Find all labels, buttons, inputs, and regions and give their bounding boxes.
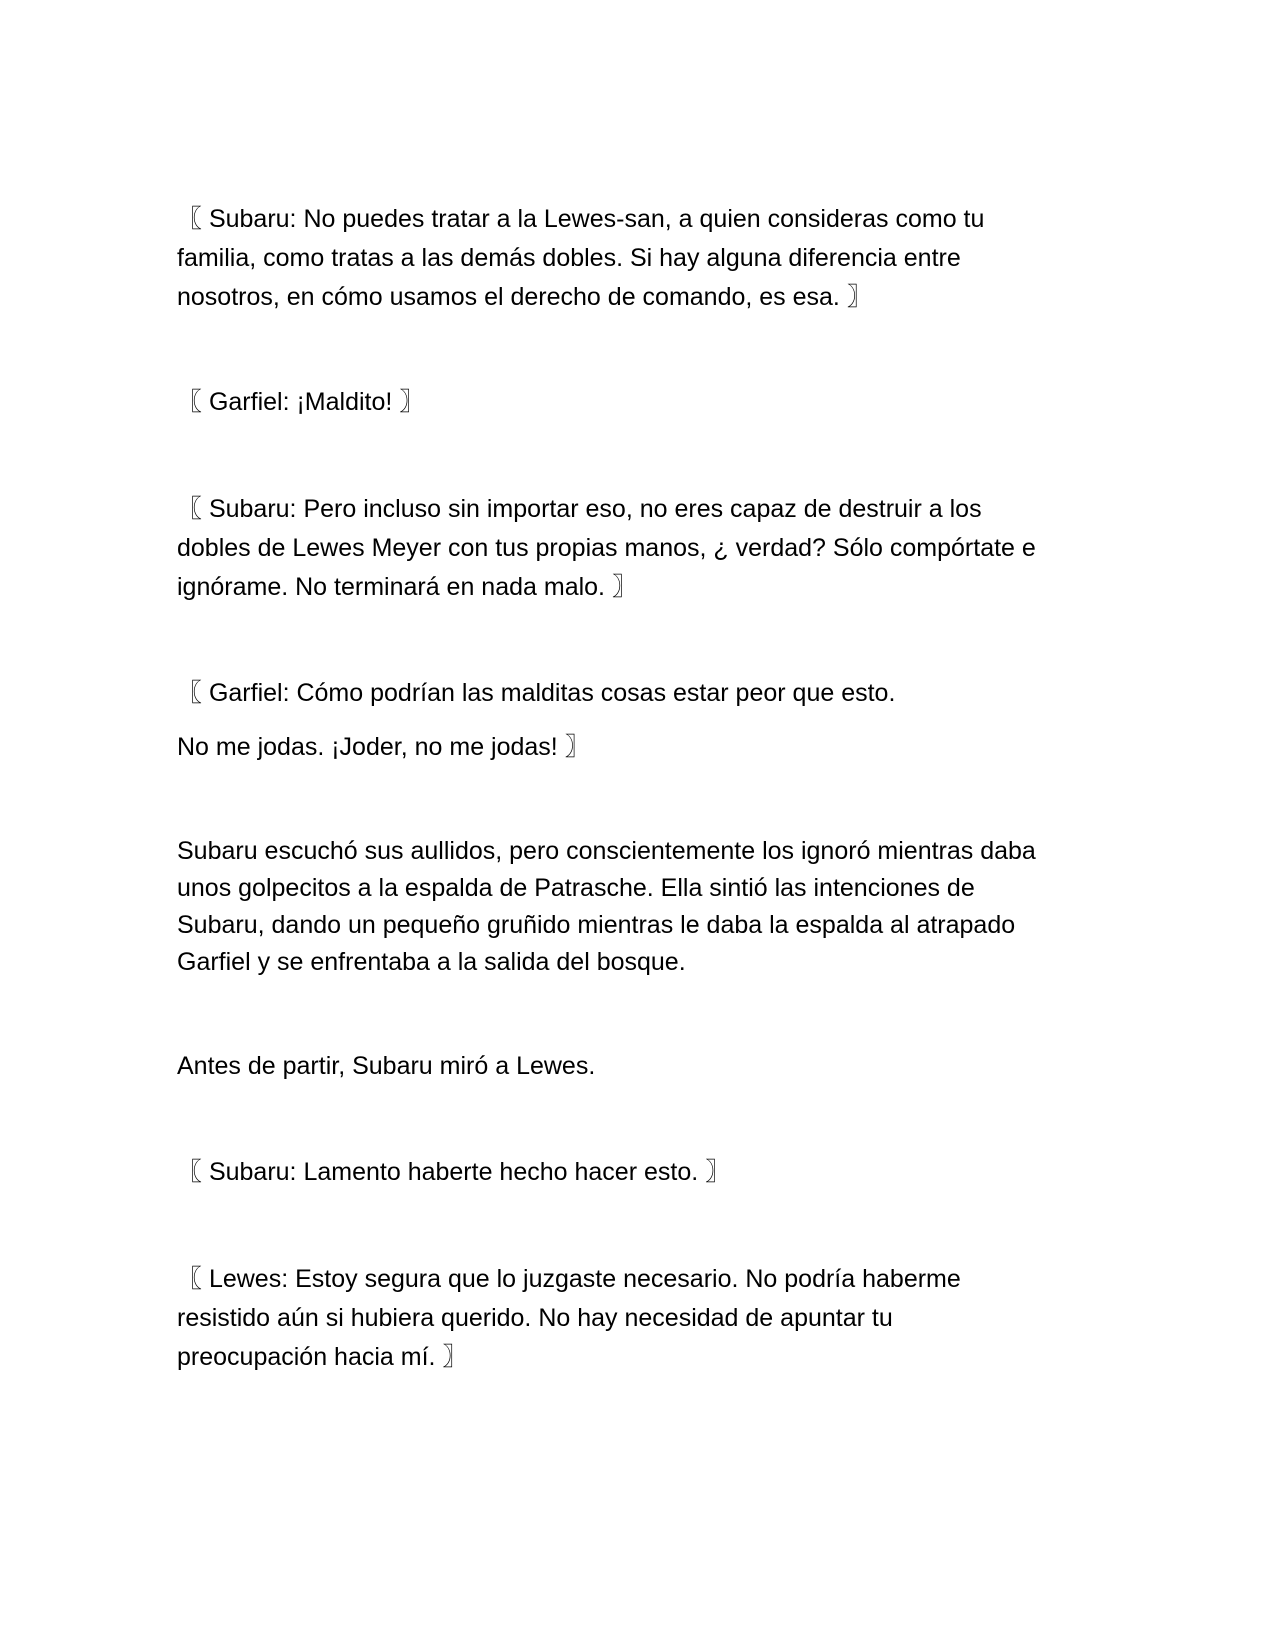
text-line: Subaru escuchó sus aullidos, pero conscientemente los ignoró mientras daba (177, 837, 1036, 865)
text-line: familia, como tratas a las demás dobles. Si hay alguna diferencia entre (177, 244, 961, 272)
text-line: resistido aún si hubiera querido. No hay necesidad de apuntar tu (177, 1304, 893, 1332)
paragraph-subaru-1 (177, 200, 1097, 317)
text-line: Subaru, dando un pequeño gruñido mientras le daba la espalda al atrapado (177, 911, 1016, 939)
text-line: 〖 Garfiel: Cómo podrían las malditas cosas estar peor que esto. (177, 679, 896, 707)
text-line: 〖 Subaru: No puedes tratar a la Lewes-san, a quien consideras como tu (177, 205, 985, 233)
text-line: 〖 Lewes: Estoy segura que lo juzgaste necesario. No podría haberme (177, 1265, 961, 1293)
text-line: nosotros, en cómo usamos el derecho de comando, es esa. 〗 (177, 283, 872, 311)
text-line: preocupación hacia mí. 〗 (177, 1343, 468, 1371)
paragraph-narration-2 (177, 1047, 1097, 1086)
text-line: Antes de partir, Subaru miró a Lewes. (177, 1052, 596, 1080)
text-line: dobles de Lewes Meyer con tus propias manos, ¿ verdad? Sólo compórtate e (177, 534, 1036, 562)
paragraph-subaru-3 (177, 1153, 1097, 1192)
paragraph-garfiel-2a (177, 674, 1097, 713)
paragraph-garfiel-2b (177, 728, 1097, 767)
paragraph-narration-1 (177, 833, 1097, 981)
text-line: 〖 Subaru: Lamento haberte hecho hacer esto. 〗 (177, 1158, 731, 1186)
text-line: 〖 Garfiel: ¡Maldito! 〗 (177, 388, 425, 416)
text-line: 〖 Subaru: Pero incluso sin importar eso, no eres capaz de destruir a los (177, 495, 982, 523)
text-line: Garfiel y se enfrentaba a la salida del bosque. (177, 948, 686, 976)
text-line: unos golpecitos a la espalda de Patrasche. Ella sintió las intenciones de (177, 874, 975, 902)
paragraph-subaru-2 (177, 490, 1097, 607)
text-line: No me jodas. ¡Joder, no me jodas! 〗 (177, 733, 590, 761)
paragraph-garfiel-1 (177, 383, 1097, 422)
text-line: ignórame. No terminará en nada malo. 〗 (177, 573, 637, 601)
paragraph-lewes-1 (177, 1260, 1097, 1377)
